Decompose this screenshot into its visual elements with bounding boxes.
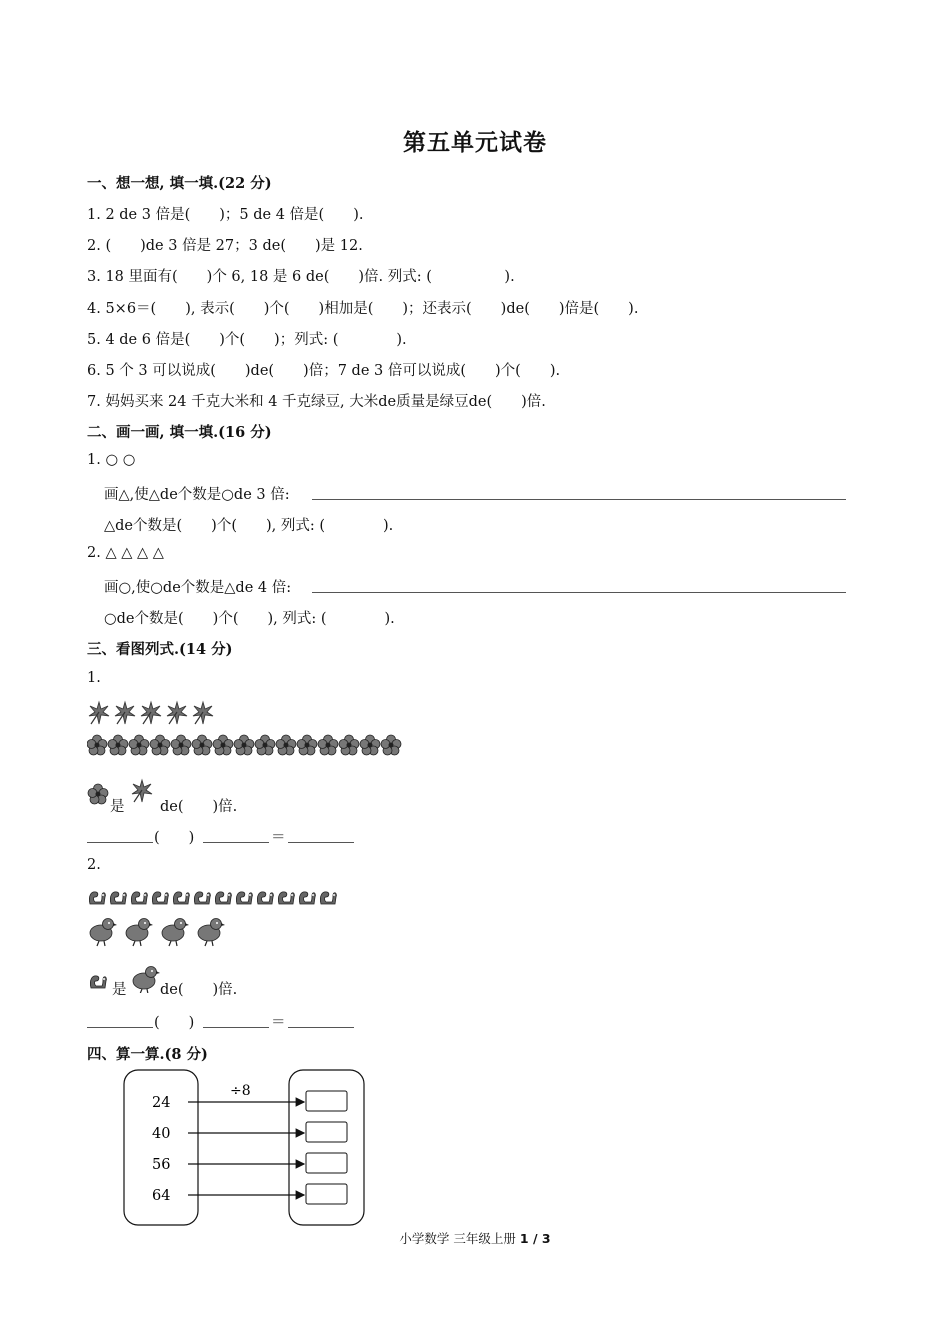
s3-q1-equals: ＝	[271, 830, 286, 846]
leaf-icon	[141, 702, 161, 724]
squirrel-icon	[215, 892, 231, 904]
squirrel-icon	[173, 892, 189, 904]
division-mapping-diagram	[120, 1067, 370, 1229]
s2-q1-instruction: 画△,使△de个数是○de 3 倍:	[104, 487, 290, 503]
s3-q2-tail: de( )倍.	[160, 982, 238, 998]
squirrel-icon	[320, 892, 336, 904]
s3-q2-blank-2[interactable]	[203, 1027, 269, 1028]
s2-q2-instruction: 画○,使○de个数是△de 4 倍:	[104, 580, 292, 596]
squirrel-icon	[89, 892, 105, 904]
s3-question-2: 2.	[87, 857, 101, 873]
s2-q1-draw-line[interactable]	[312, 499, 846, 500]
chick-icon	[162, 919, 189, 947]
flower-icon	[339, 735, 359, 755]
input-value: 40	[152, 1126, 171, 1142]
input-value: 64	[152, 1188, 171, 1204]
section-1-heading: 一、想一想, 填一填.(22 分)	[87, 175, 272, 192]
flower-icon	[381, 735, 401, 755]
squirrel-icon	[236, 892, 252, 904]
flower-icon	[276, 735, 296, 755]
s3-question-1: 1.	[87, 670, 101, 686]
input-value: 56	[152, 1157, 171, 1173]
squirrel-icon	[299, 892, 315, 904]
s1-question-3: 3. 18 里面有( )个 6, 18 是 6 de( )倍. 列式: ( ).	[87, 269, 515, 285]
chick-icon	[126, 919, 153, 947]
s3-q2-is: 是	[112, 982, 127, 998]
flower-icon	[171, 735, 191, 755]
s1-question-4: 4. 5×6＝( ), 表示( )个( )相加是( )；还表示( )de( )倍是( ).	[87, 301, 639, 317]
flower-icon	[297, 735, 317, 755]
chick-row	[87, 915, 237, 949]
s3-q2-paren: ( )	[154, 1015, 195, 1031]
leaf-icon	[167, 702, 187, 724]
chick-icon	[130, 963, 162, 993]
flower-icon	[360, 735, 380, 755]
squirrel-icon	[257, 892, 273, 904]
squirrel-icon	[131, 892, 147, 904]
s1-question-6: 6. 5 个 3 可以说成( )de( )倍；7 de 3 倍可以说成( )个( ).	[87, 363, 561, 379]
chick-icon	[90, 919, 117, 947]
answer-box[interactable]	[306, 1122, 347, 1142]
leaf-icon	[128, 776, 158, 804]
flower-icon	[87, 735, 107, 755]
flower-row	[87, 731, 407, 761]
leaf-row	[87, 698, 227, 728]
section-2-heading: 二、画一画, 填一填.(16 分)	[87, 424, 272, 441]
input-value: 24	[152, 1095, 171, 1111]
operator-label: ÷8	[230, 1083, 251, 1099]
s1-question-7: 7. 妈妈买来 24 千克大米和 4 千克绿豆, 大米de质量是绿豆de( )倍.	[87, 394, 546, 410]
page-title: 第五单元试卷	[403, 129, 547, 156]
flower-icon	[87, 783, 109, 805]
squirrel-icon	[194, 892, 210, 904]
s3-q1-paren: ( )	[154, 830, 195, 846]
flower-icon	[255, 735, 275, 755]
s3-q1-is: 是	[110, 799, 125, 815]
flower-icon	[213, 735, 233, 755]
s3-q1-tail: de( )倍.	[160, 799, 238, 815]
s2-q2-answer: ○de个数是( )个( ), 列式: ( ).	[104, 611, 395, 627]
answer-box[interactable]	[306, 1091, 347, 1111]
s1-question-1: 1. 2 de 3 倍是( )；5 de 4 倍是( ).	[87, 207, 364, 223]
s3-q1-blank-3[interactable]	[288, 842, 354, 843]
s2-q1-answer: △de个数是( )个( ), 列式: ( ).	[104, 518, 394, 534]
page-footer	[0, 1229, 950, 1247]
flower-icon	[129, 735, 149, 755]
s2-question-1: 1. ○ ○	[87, 452, 136, 468]
squirrel-icon	[110, 892, 126, 904]
s3-q2-blank-3[interactable]	[288, 1027, 354, 1028]
leaf-icon	[115, 702, 135, 724]
answer-box[interactable]	[306, 1153, 347, 1173]
squirrel-icon	[87, 971, 111, 993]
s3-q2-blank-1[interactable]	[87, 1027, 153, 1028]
s3-q1-blank-2[interactable]	[203, 842, 269, 843]
s3-q2-equals: ＝	[271, 1015, 286, 1031]
flower-icon	[318, 735, 338, 755]
page-number: 1 / 3	[519, 1231, 551, 1246]
squirrel-row	[87, 886, 357, 908]
answer-box[interactable]	[306, 1184, 347, 1204]
flower-icon	[234, 735, 254, 755]
s1-question-5: 5. 4 de 6 倍是( )个( )；列式: ( ).	[87, 332, 407, 348]
leaf-icon	[193, 702, 213, 724]
flower-icon	[108, 735, 128, 755]
s2-question-2: 2. △ △ △ △	[87, 545, 164, 561]
s2-q2-draw-line[interactable]	[312, 592, 846, 593]
flower-icon	[192, 735, 212, 755]
footer-text: 小学数学 三年级上册	[399, 1231, 516, 1246]
flower-icon	[150, 735, 170, 755]
s3-q1-blank-1[interactable]	[87, 842, 153, 843]
chick-icon	[198, 919, 225, 947]
section-4-heading: 四、算一算.(8 分)	[87, 1046, 208, 1063]
squirrel-icon	[152, 892, 168, 904]
s1-question-2: 2. ( )de 3 倍是 27；3 de( )是 12.	[87, 238, 363, 254]
section-3-heading: 三、看图列式.(14 分)	[87, 641, 233, 658]
leaf-icon	[89, 702, 109, 724]
squirrel-icon	[278, 892, 294, 904]
